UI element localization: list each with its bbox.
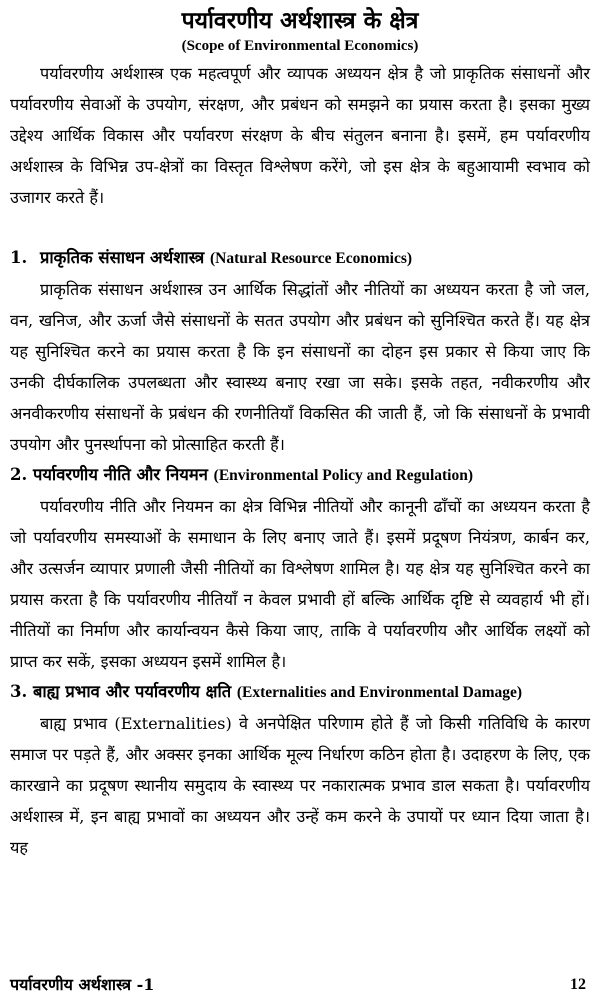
section-title-hindi: प्राकृतिक संसाधन अर्थशास्त्र: [40, 248, 205, 267]
section-heading-3: [10, 677, 590, 708]
paragraph-gap: [10, 213, 590, 243]
section-body-2: पर्यावरणीय नीति और नियमन का क्षेत्र विभिन्न नीतियों और कानूनी ढाँचों का अध्ययन करता है जो पर्यावरणीय समस्याओं के समाधान के लिए बनाए जाते हैं। इसमें प्रदूषण नियंत्रण, कार्बन कर, और उत्सर्जन व्यापार प्रणाली जैसी नीतियों का विश्लेषण शामिल है। यह क्षेत्र यह सुनिश्चित करने का प्रयास करता है कि पर्यावरणीय नीतियाँ न केवल प्रभावी हों बल्कि आर्थिक दृष्टि से व्यवहार्य भी हों। नीतियों का निर्माण और कार्यान्वयन कैसे किया जाए, ताकि वे पर्यावरणीय और आर्थिक लक्ष्यों को प्राप्त कर सकें, इसका अध्ययन इसमें शामिल है।: [10, 497, 590, 671]
section-title-english: (Environmental Policy and Regulation): [213, 467, 474, 484]
section-number: 1.: [10, 248, 28, 267]
page-title: पर्यावरणीय अर्थशास्त्र के क्षेत्र: [181, 7, 419, 34]
section-heading-2: [10, 460, 590, 491]
intro-paragraph: पर्यावरणीय अर्थशास्त्र एक महत्वपूर्ण और व्यापक अध्ययन क्षेत्र है जो प्राकृतिक संसाधनों और पर्यावरणीय सेवाओं के उपयोग, संरक्षण, और प्रबंधन को समझने का प्रयास करता है। इसका मुख्य उद्देश्य आर्थिक विकास और पर्यावरण संरक्षण के बीच संतुलन बनाना है। इसमें, हम पर्यावरणीय अर्थशास्त्र के विभिन्न उप-क्षेत्रों का विस्तृत विश्लेषण करेंगे, जो इस क्षेत्र के बहुआयामी स्वभाव को उजागर करते हैं।: [10, 64, 590, 207]
page-footer: [10, 972, 586, 998]
document-page: [10, 6, 590, 863]
section-number: 3.: [10, 682, 28, 701]
section-number: 2.: [10, 465, 28, 484]
footer-book-title: पर्यावरणीय अर्थशास्त्र -1: [10, 975, 155, 994]
section-title-english: (Natural Resource Economics): [209, 250, 413, 267]
page-subtitle: (Scope of Environmental Economics): [181, 38, 419, 54]
section-heading-1: [10, 243, 590, 274]
section-title-hindi: बाह्य प्रभाव और पर्यावरणीय क्षति: [32, 682, 232, 701]
section-title-hindi: पर्यावरणीय नीति और नियमन: [32, 465, 208, 484]
section-title-english: (Externalities and Environmental Damage): [236, 684, 523, 701]
section-body-3: बाह्य प्रभाव (Externalities) वे अनपेक्षित परिणाम होते हैं जो किसी गतिविधि के कारण समाज पर पड़ते हैं, और अक्सर इनका आर्थिक मूल्य निर्धारण कठिन होता है। उदाहरण के लिए, एक कारखाने का प्रदूषण स्थानीय समुदाय के स्वास्थ्य पर नकारात्मक प्रभाव डाल सकता है। पर्यावरणीय अर्थशास्त्र में, इन बाह्य प्रभावों का अध्ययन और उन्हें कम करने के उपायों पर ध्यान दिया जाता है। यह: [10, 714, 590, 857]
page-number: 12: [570, 976, 586, 993]
section-body-1: प्राकृतिक संसाधन अर्थशास्त्र उन आर्थिक सिद्धांतों और नीतियों का अध्ययन करता है जो जल, वन, खनिज, और ऊर्जा जैसे संसाधनों के सतत उपयोग और प्रबंधन को सुनिश्चित करते हैं। यह क्षेत्र यह सुनिश्चित करने का प्रयास करता है कि इन संसाधनों का दोहन इस प्रकार से किया जाए कि उनकी दीर्घकालिक उपलब्धता और स्वास्थ्य बनाए रखा जा सके। इसके तहत, नवीकरणीय और अनवीकरणीय संसाधनों के प्रबंधन की रणनीतियाँ विकसित की जाती हैं, जो कि संसाधनों के प्रभावी उपयोग और पुनर्स्थापना को प्रोत्साहित करती हैं।: [10, 280, 590, 454]
